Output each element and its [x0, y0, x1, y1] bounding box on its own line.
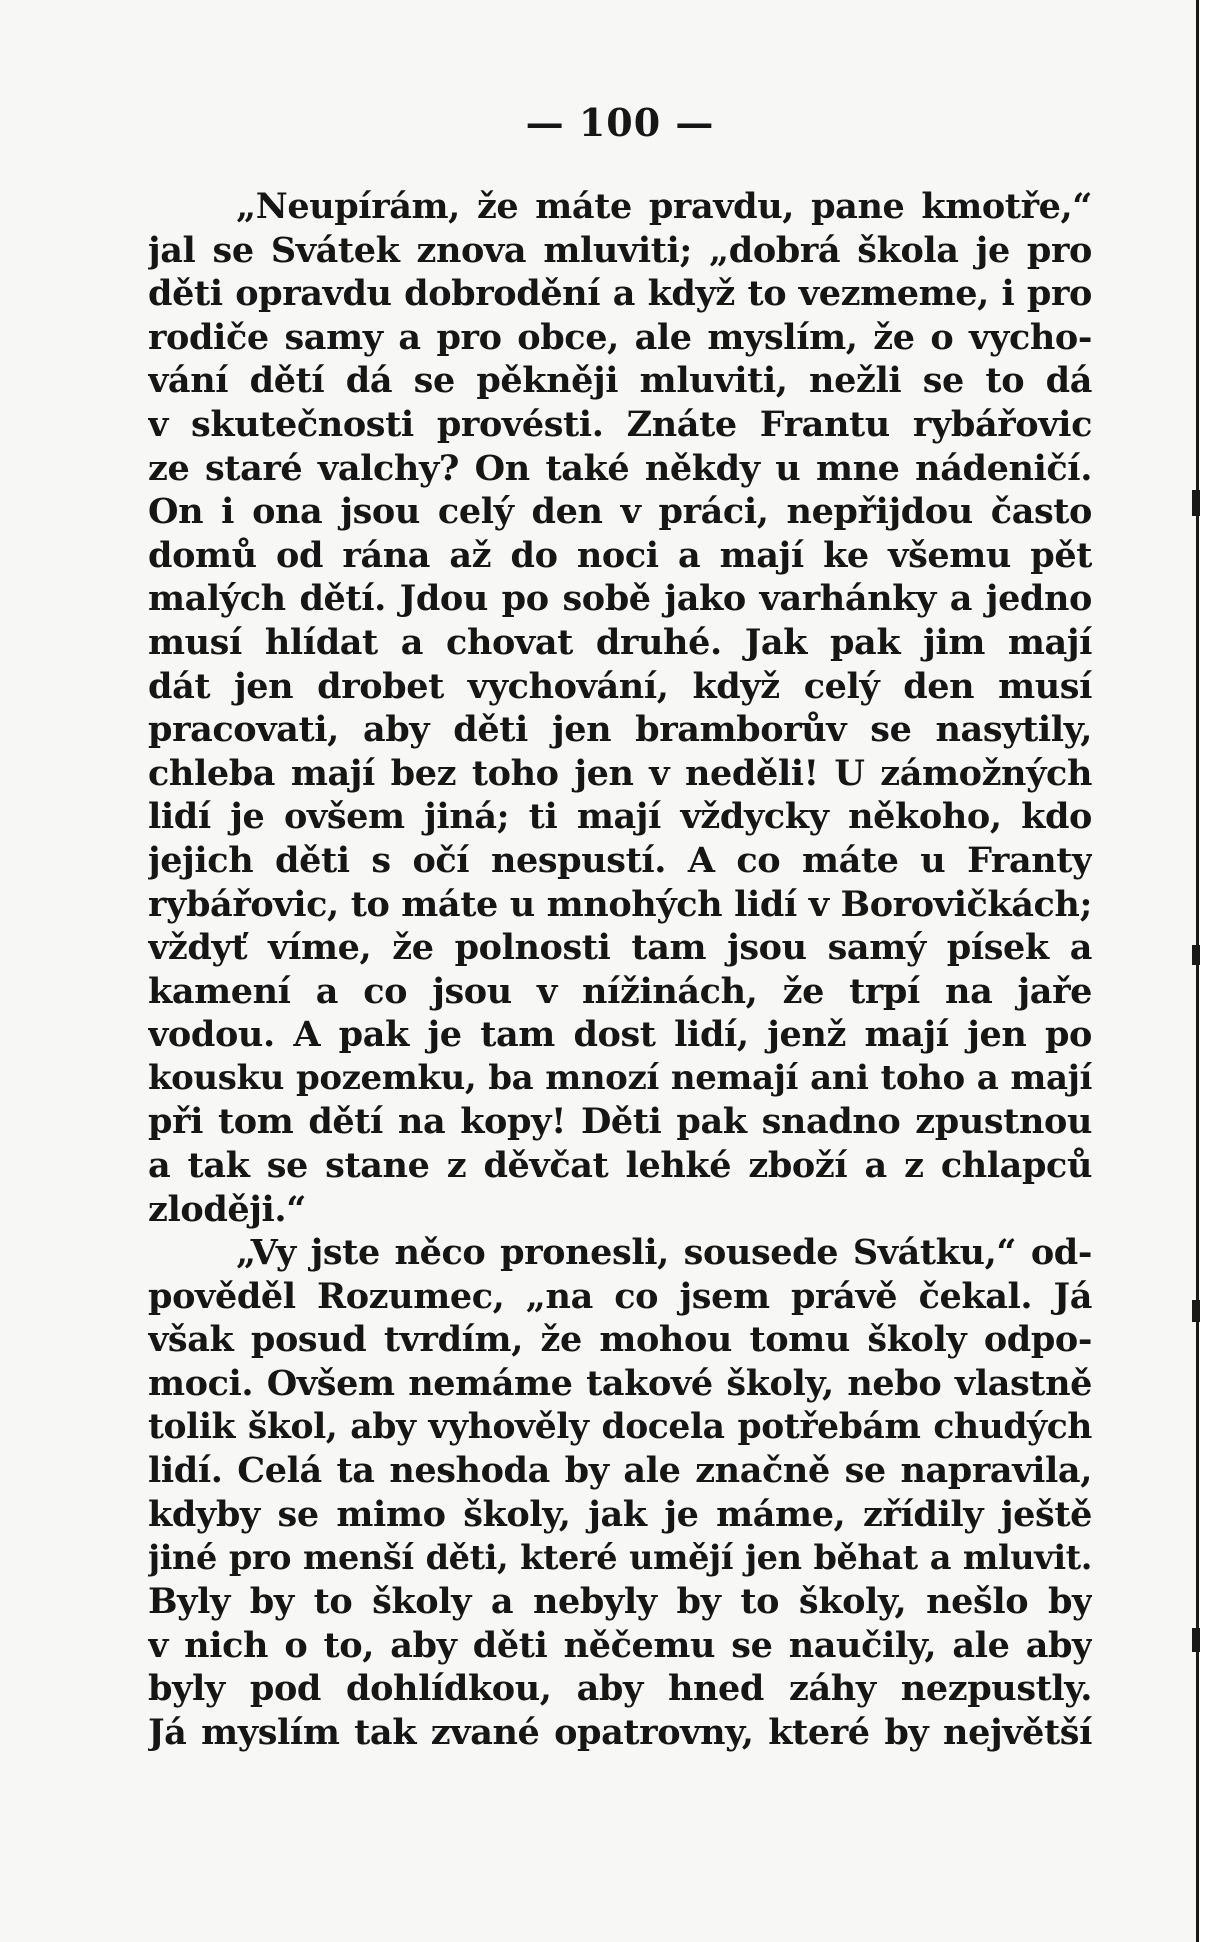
text-line: kousku pozemku, ba mnozí nemají ani toho a mají	[148, 1057, 1092, 1098]
text-line: „Neupírám, že máte pravdu, pane kmotře,“	[236, 186, 1092, 227]
text-line: jejich děti s očí nespustí. A co máte u Franty	[148, 839, 1092, 881]
body-text	[148, 185, 1092, 1754]
text-line: rybářovic, to máte u mnohých lidí v Borovičkách;	[148, 883, 1092, 925]
text-line: ze staré valchy? On také někdy u mne nádeničí.	[148, 447, 1092, 489]
text-line: lidí. Celá ta neshoda by ale značně se napravila,	[148, 1450, 1092, 1492]
text-line: rodiče samy a pro obce, ale myslím, že o vycho-	[148, 316, 1092, 358]
text-line: On i ona jsou celý den v práci, nepřijdou často	[148, 491, 1092, 533]
text-line: vodou. A pak je tam dost lidí, jenž mají jen po	[148, 1014, 1092, 1056]
text-line: děti opravdu dobrodění a když to vezmeme, i pro	[148, 273, 1092, 315]
text-line: při tom dětí na kopy! Děti pak snadno zpustnou	[148, 1101, 1092, 1143]
text-line: v nich o to, aby děti něčemu se naučily, ale aby	[148, 1624, 1092, 1666]
text-line: malých dětí. Jdou po sobě jako varhánky a jedno	[148, 578, 1092, 620]
text-line: kdyby se mimo školy, jak je máme, zřídily ještě	[148, 1493, 1092, 1535]
book-page	[148, 100, 1092, 1754]
text-line: pracovati, aby děti jen bramborův se nasytily,	[148, 709, 1092, 751]
edge-mark	[1192, 1300, 1200, 1322]
text-line: vání dětí dá se pěkněji mluviti, nežli se to dá	[148, 360, 1092, 402]
edge-mark	[1192, 1628, 1200, 1652]
text-line: moci. Ovšem nemáme takové školy, nebo vlastně	[148, 1363, 1092, 1405]
text-line: chleba mají bez toho jen v neděli! U zámožných	[148, 752, 1092, 794]
text-line: jal se Svátek znova mluviti; „dobrá škola je pro	[148, 229, 1092, 271]
text-line: vždyť víme, že polnosti tam jsou samý písek a	[148, 927, 1092, 969]
text-line: lidí je ovšem jiná; ti mají vždycky někoho, kdo	[148, 796, 1092, 838]
text-line: byly pod dohlídkou, aby hned záhy nezpustly.	[148, 1668, 1092, 1710]
text-line: a tak se stane z děvčat lehké zboží a z chlapců	[148, 1145, 1092, 1187]
text-line: musí hlídat a chovat druhé. Jak pak jim mají	[148, 621, 1092, 663]
text-line: tolik škol, aby vyhověly docela potřebám chudých	[148, 1406, 1092, 1447]
text-line: dát jen drobet vychování, když celý den musí	[148, 665, 1092, 707]
text-line: jiné pro menší děti, které umějí jen běhat a mluvit.	[148, 1538, 1092, 1578]
edge-mark	[1192, 945, 1200, 965]
text-line: však posud tvrdím, že mohou tomu školy odpo-	[148, 1319, 1092, 1361]
text-line: „Vy jste něco pronesli, sousede Svátku,“ od-	[236, 1232, 1092, 1274]
text-line: Byly by to školy a nebyly by to školy, nešlo by	[148, 1581, 1092, 1622]
edge-mark	[1192, 490, 1200, 516]
text-line: zloději.“	[148, 1188, 306, 1230]
text-line: pověděl Rozumec, „na co jsem právě čekal. Já	[148, 1275, 1092, 1317]
text-line: Já myslím tak zvané opatrovny, které by největší	[148, 1711, 1092, 1753]
text-line: kamení a co jsou v nížinách, že trpí na jaře	[148, 970, 1092, 1012]
text-line: domů od rána až do noci a mají ke všemu pět	[148, 534, 1092, 576]
page-number: — 100 —	[525, 100, 715, 145]
text-line: v skutečnosti provésti. Znáte Frantu rybářovic	[148, 403, 1092, 445]
